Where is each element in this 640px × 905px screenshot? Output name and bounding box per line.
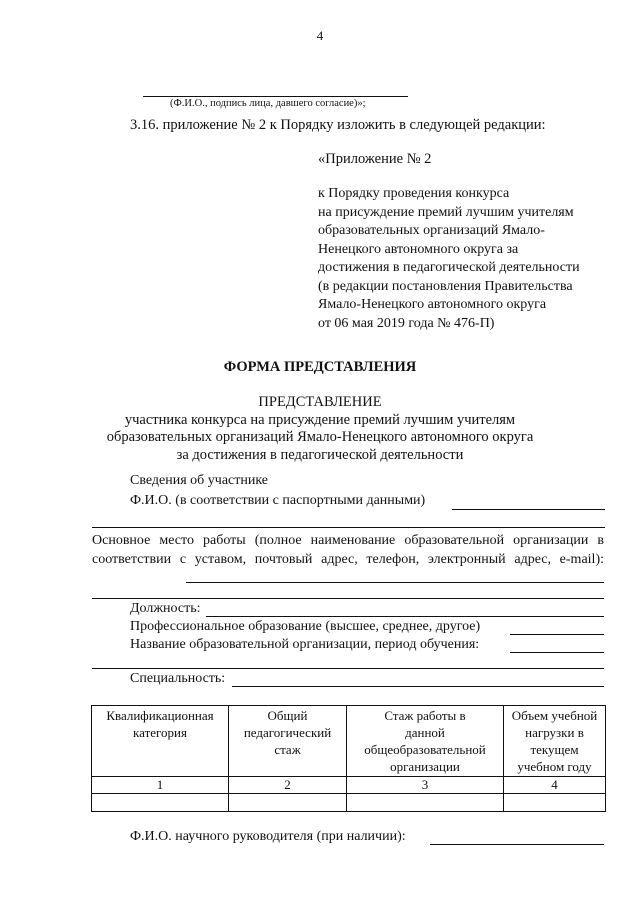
appendix-reference: [318, 185, 580, 333]
edu-org-label: Название образовательной организации, период обучения:: [130, 637, 480, 652]
workplace-blank[interactable]: [186, 582, 604, 583]
qualification-table: [91, 705, 606, 812]
workplace-blank-continued[interactable]: [92, 598, 604, 599]
table-header-row: [92, 706, 606, 777]
table-cell[interactable]: [92, 794, 229, 812]
appendix-line: Ямало-Ненецкого автономного округа: [318, 297, 547, 312]
table-row: [92, 794, 606, 812]
column-number: 4: [504, 777, 606, 794]
appendix-heading: «Приложение № 2: [318, 151, 432, 167]
table-header-cell: [229, 706, 347, 777]
appendix-line: достижения в педагогической деятельности: [318, 260, 580, 275]
appendix-line: к Порядку проведения конкурса: [318, 186, 510, 201]
signature-caption: (Ф.И.О., подпись лица, давшего согласие)»;: [170, 98, 366, 109]
table-header-cell: [504, 706, 606, 777]
fio-label: Ф.И.О. (в соответствии с паспортными данными): [130, 493, 426, 508]
header-line: данной: [405, 725, 445, 740]
signature-line: [143, 96, 408, 97]
presentation-heading: ПРЕДСТАВЛЕНИЕ: [258, 394, 382, 410]
column-number: 2: [229, 777, 347, 794]
column-number: 3: [347, 777, 504, 794]
appendix-line: от 06 мая 2019 года № 476-П): [318, 315, 495, 331]
header-line: Стаж работы в: [384, 708, 466, 723]
appendix-line: Ненецкого автономного округа за: [318, 241, 519, 257]
header-line: учебном году: [517, 759, 592, 774]
workplace-label: Основное место работы (полное наименование образовательной организации в соответствии с уставом, почтовый адрес, телефон, электронный адрес, e-mail):: [92, 533, 604, 567]
header-line: категория: [133, 725, 187, 740]
position-blank[interactable]: [206, 616, 604, 617]
table-number-row: [92, 777, 606, 794]
participant-info-label: Сведения об участнике: [130, 473, 269, 488]
table-header-cell: [92, 706, 229, 777]
column-number: 1: [92, 777, 229, 794]
header-line: общеобразовательной: [364, 742, 486, 757]
supervisor-blank[interactable]: [430, 844, 604, 845]
item-3-16: 3.16. приложение № 2 к Порядку изложить в следующей редакции:: [130, 117, 546, 133]
presentation-line: образовательных организаций Ямало-Ненецкого автономного округа: [106, 429, 534, 445]
header-line: Общий: [267, 708, 308, 723]
form-title: ФОРМА ПРЕДСТАВЛЕНИЯ: [223, 359, 417, 375]
specialty-label: Специальность:: [130, 671, 226, 686]
header-line: Объем учебной: [511, 708, 598, 723]
header-line: стаж: [274, 742, 301, 757]
edu-org-blank[interactable]: [510, 652, 604, 653]
header-line: Квалификационная: [106, 708, 214, 723]
edu-org-blank-continued[interactable]: [92, 668, 604, 669]
header-line: организации: [390, 759, 460, 774]
table-cell[interactable]: [347, 794, 504, 812]
specialty-blank[interactable]: [232, 686, 604, 687]
position-label: Должность:: [130, 601, 201, 616]
table-header-cell: [347, 706, 504, 777]
page-number: 4: [316, 28, 324, 43]
presentation-line: участника конкурса на присуждение премий лучшим учителям: [124, 411, 516, 428]
education-blank[interactable]: [510, 634, 604, 635]
appendix-line: образовательных организаций Ямало-: [318, 223, 545, 238]
education-label: Профессиональное образование (высшее, среднее, другое): [130, 619, 481, 634]
table-cell[interactable]: [229, 794, 347, 812]
appendix-line: (в редакции постановления Правительства: [318, 278, 573, 294]
header-line: нагрузки в: [525, 725, 584, 740]
supervisor-label: Ф.И.О. научного руководителя (при наличии):: [130, 829, 406, 844]
presentation-line: за достижения в педагогической деятельности: [176, 446, 464, 463]
fio-blank[interactable]: [452, 509, 605, 510]
table-cell[interactable]: [504, 794, 606, 812]
fio-blank-continued[interactable]: [92, 527, 605, 528]
presentation-block: [0, 394, 640, 464]
appendix-line: на присуждение премий лучшим учителям: [318, 204, 574, 220]
header-line: текущем: [530, 742, 579, 757]
header-line: педагогический: [243, 725, 332, 740]
